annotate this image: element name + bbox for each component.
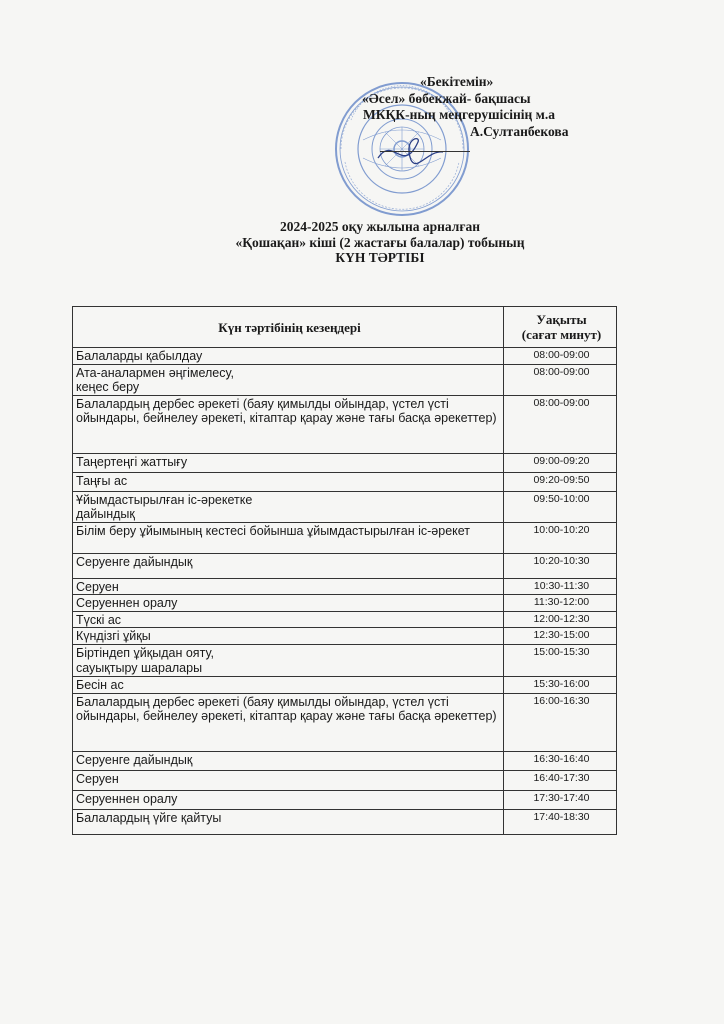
schedule-time: 12:00-12:30 <box>504 611 617 628</box>
table-row <box>73 693 617 751</box>
schedule-stage: Балалардың дербес әрекеті (баяу қимылды ойындар, үстел үсті ойындары, бейнелеу әрекеті, кітаптар қарау және тағы басқа әрекеттер) <box>73 693 504 751</box>
schedule-time: 10:30-11:30 <box>504 578 617 595</box>
table-row <box>73 395 617 453</box>
table-row <box>73 677 617 694</box>
schedule-time: 11:30-12:00 <box>504 595 617 612</box>
schedule-time: 08:00-09:00 <box>504 348 617 365</box>
schedule-time: 09:20-09:50 <box>504 472 617 491</box>
table-row <box>73 578 617 595</box>
schedule-time: 09:00-09:20 <box>504 453 617 472</box>
table-row <box>73 645 617 677</box>
table-row <box>73 809 617 834</box>
schedule-time: 17:30-17:40 <box>504 790 617 809</box>
table-row <box>73 453 617 472</box>
table-row <box>73 522 617 553</box>
schedule-stage: Таңертеңгі жаттығу <box>73 453 504 472</box>
schedule-stage: Балаларды қабылдау <box>73 348 504 365</box>
approval-block <box>360 74 700 140</box>
schedule-time: 08:00-09:00 <box>504 395 617 453</box>
table-row <box>73 491 617 522</box>
table-header-row <box>73 307 617 348</box>
schedule-stage: Білім беру ұйымының кестесі бойынша ұйымдастырылған іс-әрекет <box>73 522 504 553</box>
schedule-stage: Серуен <box>73 578 504 595</box>
title-group: «Қошақан» кіші (2 жастағы балалар) тобының <box>235 234 525 250</box>
table-row <box>73 611 617 628</box>
title-main: КҮН ТӘРТІБІ <box>335 250 425 265</box>
schedule-time: 17:40-18:30 <box>504 809 617 834</box>
schedule-stage: Таңғы ас <box>73 472 504 491</box>
table-row <box>73 595 617 612</box>
header-time-unit: (сағат минут) <box>521 327 602 342</box>
schedule-stage: Бесін ас <box>73 677 504 694</box>
table-row <box>73 751 617 770</box>
schedule-stage: Серуеннен оралу <box>73 595 504 612</box>
schedule-stage: Күндізгі ұйқы <box>73 628 504 645</box>
table-row <box>73 628 617 645</box>
schedule-stage: Ата-аналармен әңгімелесу, кеңес беру <box>73 364 504 395</box>
approval-heading: «Бекітемін» <box>420 74 494 89</box>
schedule-time: 10:00-10:20 <box>504 522 617 553</box>
schedule-stage: Серуенге дайындық <box>73 751 504 770</box>
schedule-table <box>72 306 617 835</box>
schedule-time: 15:00-15:30 <box>504 645 617 677</box>
approval-signatory: А.Султанбекова <box>470 123 569 139</box>
schedule-stage: Балалардың үйге қайтуы <box>73 809 504 834</box>
schedule-stage: Ұйымдастырылған іс-әрекетке дайындық <box>73 491 504 522</box>
table-row <box>73 770 617 790</box>
schedule-time: 15:30-16:00 <box>504 677 617 694</box>
table-row <box>73 790 617 809</box>
schedule-body <box>73 348 617 835</box>
schedule-time: 12:30-15:00 <box>504 628 617 645</box>
schedule-stage: Серуен <box>73 770 504 790</box>
title-year: 2024-2025 оқу жылына арналған <box>279 219 480 234</box>
schedule-time: 16:00-16:30 <box>504 693 617 751</box>
approval-institution: «Әсел» бөбекжай- бақшасы <box>362 90 531 106</box>
schedule-time: 08:00-09:00 <box>504 364 617 395</box>
schedule-stage: Серуеннен оралу <box>73 790 504 809</box>
schedule-stage: Балалардың дербес әрекеті (баяу қимылды ойындар, үстел үсті ойындары, бейнелеу әрекеті, кітаптар қарау және тағы басқа әрекеттер) <box>73 395 504 453</box>
table-row <box>73 348 617 365</box>
schedule-time: 10:20-10:30 <box>504 553 617 578</box>
document-title <box>80 219 680 266</box>
header-time <box>504 307 617 348</box>
schedule-time: 16:40-17:30 <box>504 770 617 790</box>
schedule-stage: Серуенге дайындық <box>73 553 504 578</box>
schedule-stage: Біртіндеп ұйқыдан ояту, сауықтыру шаралары <box>73 645 504 677</box>
header-time-label: Уақыты <box>536 312 587 327</box>
header-stage: Күн тәртібінің кезеңдері <box>73 307 504 348</box>
table-row <box>73 364 617 395</box>
table-row <box>73 553 617 578</box>
schedule-stage: Түскі ас <box>73 611 504 628</box>
schedule-time: 09:50-10:00 <box>504 491 617 522</box>
table-row <box>73 472 617 491</box>
signature-line <box>380 151 470 152</box>
approval-position: МКҚК-ның меңгерушісінің м.а <box>363 107 555 122</box>
schedule-time: 16:30-16:40 <box>504 751 617 770</box>
